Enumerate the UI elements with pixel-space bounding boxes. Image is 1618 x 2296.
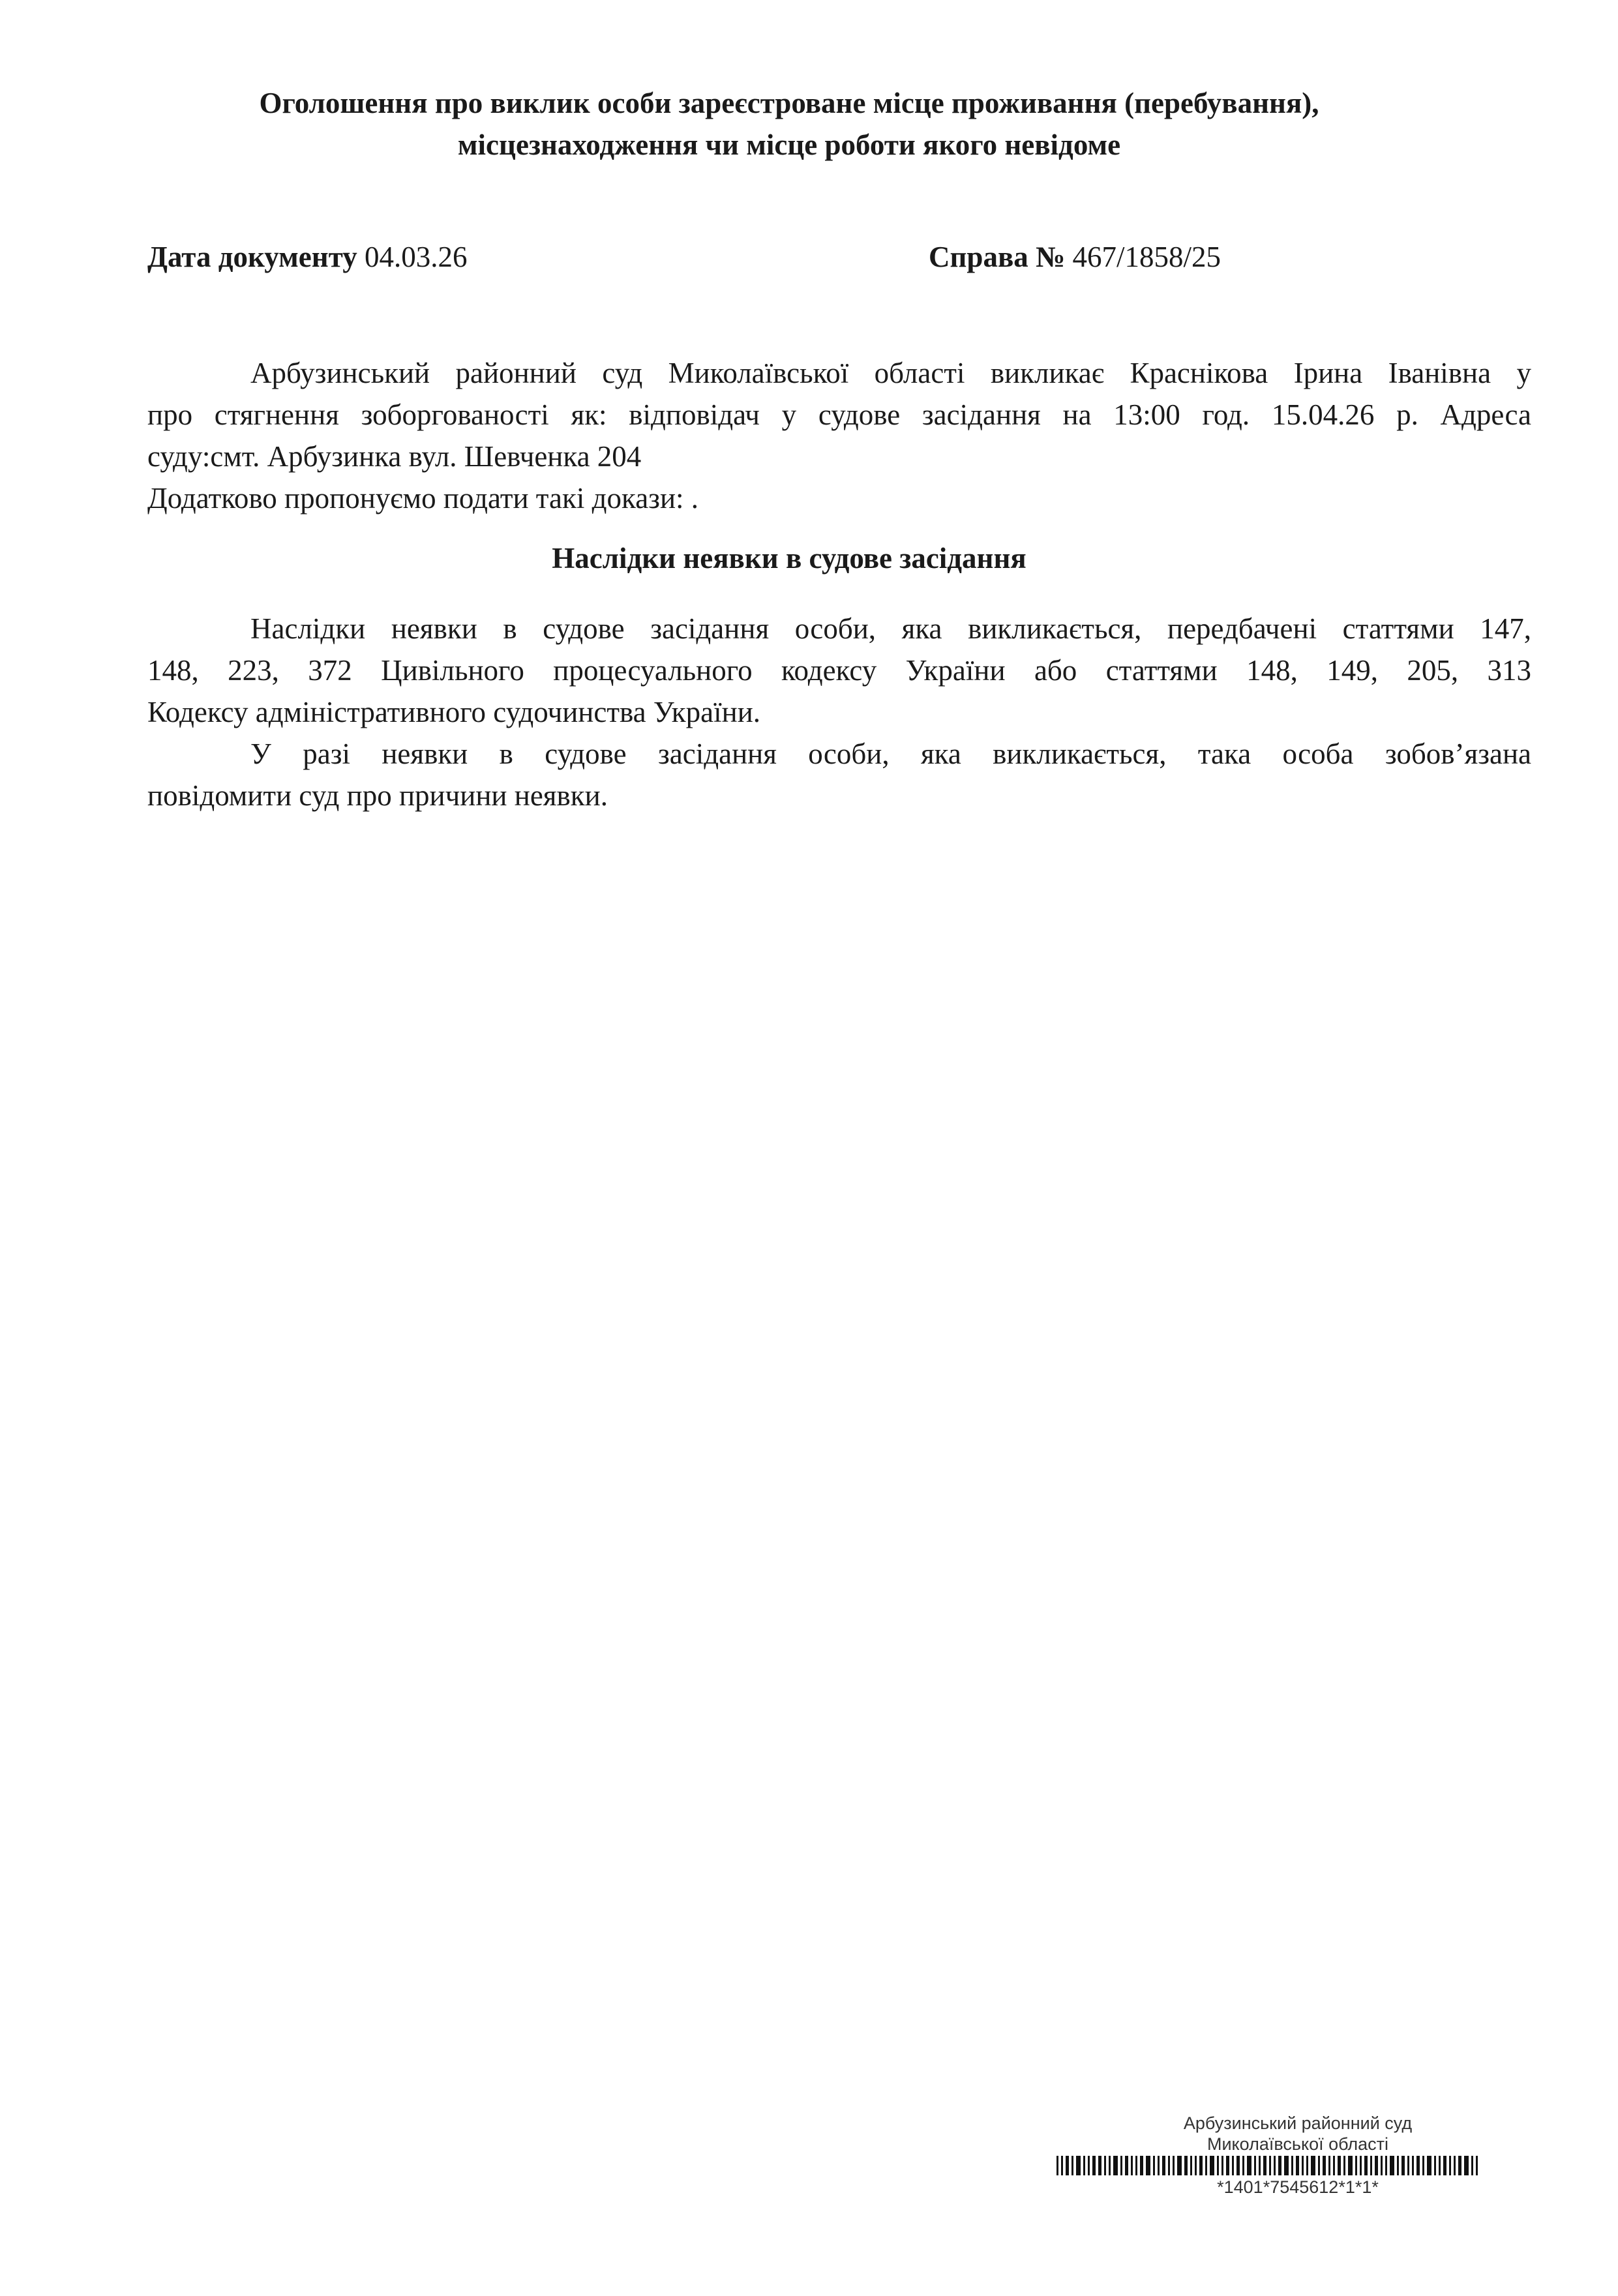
court-stamp [1056,2113,1539,2198]
barcode-bar [1454,2156,1456,2175]
barcode-bar [1076,2156,1081,2175]
barcode-bar [1088,2156,1090,2175]
barcode-bar [1083,2156,1085,2175]
barcode-bar [1370,2156,1372,2175]
barcode-bar [1269,2156,1271,2175]
barcode-bar [1422,2156,1424,2175]
barcode-bar [1296,2156,1299,2175]
barcode-bar [1476,2156,1478,2175]
barcode-bar [1328,2156,1330,2175]
barcode-bar [1195,2156,1197,2175]
barcode-bar [1427,2156,1431,2175]
barcode-bar [1471,2156,1473,2175]
barcode-bar [1355,2156,1357,2175]
barcode-bar [1242,2156,1244,2175]
summons-line-1: Арбузинський районний суд Миколаївської області викликає Краснікова Ірина Іванівна у [250,357,1531,389]
barcode-bar [1135,2156,1137,2175]
barcode-bar [1217,2156,1219,2175]
barcode-bar [1401,2156,1405,2175]
barcode-bar [1443,2156,1446,2175]
barcode-bar [1071,2156,1073,2175]
barcode-bar [1263,2156,1266,2175]
consequences-heading: Наслідки неявки в судове засідання [552,542,1026,574]
barcode-bar [1098,2156,1101,2175]
barcode-bar [1284,2156,1289,2175]
barcode-bar [1184,2156,1188,2175]
barcode-bar [1247,2156,1251,2175]
barcode-bar [1162,2156,1165,2175]
barcode-bar [1323,2156,1326,2175]
barcode-bar [1232,2156,1234,2175]
document-title-line-1: Оголошення про виклик особи зареєстроване місце проживання (перебування), [259,87,1319,119]
barcode-bar [1360,2156,1362,2175]
barcode-bar [1434,2156,1436,2175]
barcode-bar [1407,2156,1409,2175]
barcode-bar [1131,2156,1133,2175]
date-value: 04.03.26 [364,241,468,273]
consequences-p1-line-3: Кодексу адміністративного судочинства України. [147,696,761,728]
barcode-bar [1449,2156,1451,2175]
barcode-bar [1221,2156,1223,2175]
barcode-bar [1458,2156,1461,2175]
case-label: Справа № [929,241,1066,273]
barcode-bar [1343,2156,1345,2175]
barcode-bar [1439,2156,1441,2175]
barcode-bar [1397,2156,1399,2175]
barcode-bar [1348,2156,1353,2175]
barcode-bar [1306,2156,1308,2175]
barcode-bar [1464,2156,1469,2175]
barcode-bar [1113,2156,1118,2175]
barcode-bar [1416,2156,1420,2175]
barcode-bar [1158,2156,1160,2175]
barcode-bar [1381,2156,1383,2175]
barcode-bar [1274,2156,1276,2175]
consequences-p2-line-1: У разі неявки в судове засідання особи, яка викликається, така особа зобов’язана [250,738,1531,770]
barcode-bar [1120,2156,1122,2175]
date-label: Дата документу [147,241,357,273]
barcode-bar [1109,2156,1111,2175]
document-date [147,236,467,278]
barcode-bar [1364,2156,1368,2175]
barcode-bar [1278,2156,1281,2175]
stamp-region: Миколаївської області [1206,2134,1389,2154]
barcode-bar [1199,2156,1203,2175]
barcode-bar [1140,2156,1143,2175]
barcode-bar [1168,2156,1170,2175]
barcode-bar [1177,2156,1182,2175]
stamp-court-name: Арбузинський районний суд [1183,2113,1413,2133]
barcode-bar [1259,2156,1261,2175]
stamp-code: *1401*7545612*1*1* [1217,2177,1379,2197]
barcode-bar [1311,2156,1315,2175]
case-number [929,236,1221,278]
barcode-bar [1390,2156,1394,2175]
barcode-bar [1092,2156,1096,2175]
barcode-bar [1061,2156,1063,2175]
consequences-p2-line-2: повідомити суд про причини неявки. [147,779,608,812]
barcode-bar [1254,2156,1256,2175]
barcode-bar [1291,2156,1293,2175]
barcode-bar [1066,2156,1069,2175]
barcode-bar [1056,2156,1058,2175]
barcode-bar [1104,2156,1106,2175]
barcode-bar [1125,2156,1128,2175]
barcode-bar [1338,2156,1341,2175]
summons-address: суду:смт. Арбузинка вул. Шевченка 204 [147,440,642,473]
case-value: 467/1858/25 [1072,241,1221,273]
consequences-p1-line-2: 148, 223, 372 Цивільного процесуального кодексу України або статтями 148, 149, 205, 313 [147,654,1531,687]
barcode-bar [1302,2156,1304,2175]
barcode-bar [1375,2156,1378,2175]
barcode-bar [1318,2156,1320,2175]
barcode-bar [1210,2156,1214,2175]
barcode [1056,2156,1539,2175]
barcode-bar [1153,2156,1155,2175]
barcode-bar [1146,2156,1150,2175]
barcode-bar [1205,2156,1207,2175]
document-title-line-2: місцезнаходження чи місце роботи якого невідоме [457,128,1121,161]
barcode-bar [1173,2156,1175,2175]
barcode-bar [1385,2156,1387,2175]
barcode-bar [1226,2156,1229,2175]
barcode-bar [1412,2156,1414,2175]
summons-line-2: про стягнення зоборгованості як: відповідач у судове засідання на 13:00 год. 15.04.26 р. Адреса [147,398,1531,431]
barcode-bar [1333,2156,1335,2175]
barcode-bar [1236,2156,1240,2175]
barcode-bar [1190,2156,1192,2175]
consequences-p1-line-1: Наслідки неявки в судове засідання особи, яка викликається, передбачені статтями 147, [250,612,1531,645]
summons-evidence: Додатково пропонуємо подати такі докази: . [147,482,699,514]
